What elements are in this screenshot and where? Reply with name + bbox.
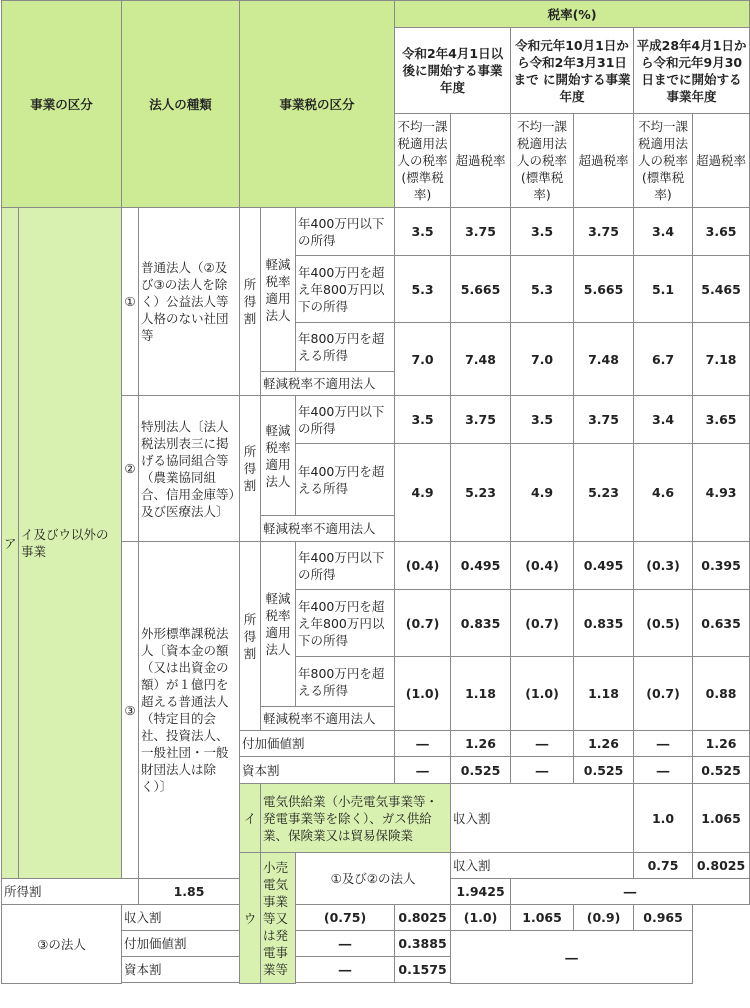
reduced-rate-not-applicable-label: 軽減税率不適用法人: [261, 516, 395, 542]
capital-levy-label: 資本割: [122, 957, 261, 983]
rate-cell: (0.5): [634, 590, 693, 657]
reduced-rate-applicable-label: 軽減税率適用法人: [261, 208, 296, 372]
header-standard-rate: 不均一課税適用法人の税率(標準税率): [395, 114, 451, 208]
rate-cell: 0.8025: [395, 905, 451, 931]
rate-cell: 0.8025: [693, 853, 750, 879]
rate-cell: ―: [634, 731, 693, 757]
rate-cell: 5.3: [395, 256, 451, 323]
income-bracket-label: 年400万円以下の所得: [296, 396, 395, 444]
header-standard-rate: 不均一課税適用法人の税率(標準税率): [634, 114, 693, 208]
rate-cell: 3.5: [395, 208, 451, 256]
category-mark-u: ウ: [240, 853, 261, 984]
rate-cell: ―: [634, 757, 693, 784]
rate-cell: 1.18: [574, 657, 634, 731]
capital-levy-label: 資本割: [240, 757, 395, 784]
rate-cell: 7.0: [395, 323, 451, 396]
rate-cell: (1.0): [451, 905, 511, 931]
header-corporation-type: 法人の種類: [122, 1, 240, 208]
corp-mark-1: ①: [122, 208, 139, 396]
rate-cell: 3.5: [395, 396, 451, 444]
rate-cell: 5.23: [574, 444, 634, 542]
reduced-rate-not-applicable-label: 軽減税率不適用法人: [261, 707, 395, 731]
rate-cell: 5.23: [451, 444, 511, 542]
rate-cell: 3.65: [693, 396, 750, 444]
rate-cell: 3.5: [511, 396, 574, 444]
category-mark-i: イ: [240, 784, 261, 853]
category-a-name: イ及びウ以外の事業: [19, 208, 122, 879]
rate-cell: (0.4): [395, 542, 451, 590]
rate-cell: 7.0: [511, 323, 574, 396]
income-bracket-label: 年800万円を超える所得: [296, 323, 395, 372]
income-levy-label: 所得割: [240, 542, 261, 731]
rate-cell: (0.7): [634, 657, 693, 731]
rate-cell: (0.7): [395, 590, 451, 657]
category-mark-a: ア: [2, 208, 19, 879]
rate-cell: 1.85: [139, 879, 240, 905]
rate-cell: (0.9): [574, 905, 634, 931]
rate-cell: 3.75: [451, 396, 511, 444]
rate-cell: 0.635: [693, 590, 750, 657]
rate-cell: 0.835: [451, 590, 511, 657]
category-i-name: 電気供給業（小売電気事業等・発電事業等を除く）、ガス供給業、保険業又は貿易保険業: [261, 784, 451, 853]
rate-cell: 3.75: [451, 208, 511, 256]
revenue-levy-label: 収入割: [122, 905, 261, 931]
income-levy-label: 所得割: [240, 208, 261, 396]
rate-cell: 7.18: [693, 323, 750, 396]
not-applicable-dash: ―: [511, 879, 750, 905]
income-bracket-label: 年400万円を超える所得: [296, 444, 395, 516]
rate-cell: 3.75: [574, 208, 634, 256]
rate-cell: 0.3885: [395, 931, 451, 957]
rate-cell: (0.75): [296, 905, 395, 931]
rate-cell: ―: [395, 731, 451, 757]
rate-cell: 4.93: [693, 444, 750, 542]
value-added-levy-label: 付加価値割: [122, 931, 261, 957]
rate-cell: (0.4): [511, 542, 574, 590]
rate-cell: ―: [296, 957, 395, 983]
revenue-levy-label: 収入割: [451, 784, 634, 853]
reduced-rate-applicable-label: 軽減税率適用法人: [261, 542, 296, 707]
tax-rate-table: [1, 0, 750, 984]
rate-cell: 5.665: [451, 256, 511, 323]
rate-cell: 1.26: [574, 731, 634, 757]
rate-cell: 1.065: [511, 905, 574, 931]
corp-2-name: 特別法人〔法人税法別表三に掲げる協同組合等（農業協同組合、信用金庫等）及び医療法人〕: [139, 396, 240, 542]
rate-cell: 7.48: [451, 323, 511, 396]
rate-cell: 0.835: [574, 590, 634, 657]
revenue-levy-label: 収入割: [451, 853, 634, 879]
not-applicable-dash: ―: [451, 931, 693, 984]
rate-cell: ―: [511, 757, 574, 784]
rate-cell: 0.525: [693, 757, 750, 784]
income-levy-label: 所得割: [2, 879, 139, 905]
corp-1-name: 普通法人（②及び③の法人を除く）公益法人等人格のない社団等: [139, 208, 240, 396]
header-excess-rate: 超過税率: [574, 114, 634, 208]
corp-mark-3: ③: [122, 542, 139, 879]
rate-cell: (1.0): [511, 657, 574, 731]
corp-3-name: 外形標準課税法人〔資本金の額（又は出資金の額）が１億円を超える普通法人（特定目的会社、投資法人、一般社団・一般財団法人は除く）〕: [139, 542, 240, 879]
rate-cell: (0.7): [511, 590, 574, 657]
income-bracket-label: 年400万円を超え年800万円以下の所得: [296, 256, 395, 323]
rate-cell: 1.18: [451, 657, 511, 731]
reduced-rate-applicable-label: 軽減税率適用法人: [261, 396, 296, 516]
rate-cell: 5.3: [511, 256, 574, 323]
rate-cell: 0.495: [574, 542, 634, 590]
header-tax-rate: 税率(%): [395, 1, 750, 28]
rate-cell: 0.525: [574, 757, 634, 784]
rate-cell: 1.065: [693, 784, 750, 853]
rate-cell: ―: [296, 931, 395, 957]
rate-cell: (1.0): [395, 657, 451, 731]
rate-cell: 0.75: [634, 853, 693, 879]
rate-cell: 3.75: [574, 396, 634, 444]
rate-cell: 0.525: [451, 757, 511, 784]
header-period-h28: 平成28年4月1日から令和元年9月30日までに開始する事業年度: [634, 28, 750, 114]
reduced-rate-not-applicable-label: 軽減税率不適用法人: [261, 372, 395, 396]
header-excess-rate: 超過税率: [693, 114, 750, 208]
header-period-r2: 令和2年4月1日以後に開始する事業年度: [395, 28, 511, 114]
income-bracket-label: 年800万円を超える所得: [296, 657, 395, 707]
income-levy-label: 所得割: [240, 396, 261, 542]
rate-cell: 6.7: [634, 323, 693, 396]
corp-1-2-label: ①及び②の法人: [296, 853, 451, 905]
rate-cell: 1.26: [451, 731, 511, 757]
rate-cell: 5.665: [574, 256, 634, 323]
income-bracket-label: 年400万円以下の所得: [296, 542, 395, 590]
rate-cell: 0.1575: [395, 957, 451, 983]
rate-cell: 0.965: [634, 905, 693, 931]
rate-cell: 1.0: [634, 784, 693, 853]
category-u-name: 小売電気事業等又は発電事業等: [261, 853, 296, 984]
rate-cell: 4.9: [395, 444, 451, 542]
header-excess-rate: 超過税率: [451, 114, 511, 208]
rate-cell: 0.88: [693, 657, 750, 731]
rate-cell: 5.1: [634, 256, 693, 323]
rate-cell: 0.395: [693, 542, 750, 590]
rate-cell: 4.9: [511, 444, 574, 542]
header-period-r1: 令和元年10月1日から令和2年3月31日まで に開始する事業年度: [511, 28, 634, 114]
rate-cell: ―: [511, 731, 574, 757]
rate-cell: (0.3): [634, 542, 693, 590]
rate-cell: 3.4: [634, 208, 693, 256]
rate-cell: 3.65: [693, 208, 750, 256]
corp-3-short-label: ③の法人: [2, 905, 122, 984]
value-added-levy-label: 付加価値割: [240, 731, 395, 757]
rate-cell: 5.465: [693, 256, 750, 323]
rate-cell: 1.26: [693, 731, 750, 757]
rate-cell: 7.48: [574, 323, 634, 396]
rate-cell: 1.9425: [451, 879, 511, 905]
rate-cell: ―: [395, 757, 451, 784]
header-tax-category: 事業税の区分: [240, 1, 395, 208]
rate-cell: 4.6: [634, 444, 693, 542]
income-bracket-label: 年400万円を超え年800万円以下の所得: [296, 590, 395, 657]
header-business-category: 事業の区分: [2, 1, 122, 208]
corp-mark-2: ②: [122, 396, 139, 542]
income-bracket-label: 年400万円以下の所得: [296, 208, 395, 256]
rate-cell: 0.495: [451, 542, 511, 590]
rate-cell: 3.4: [634, 396, 693, 444]
rate-cell: 3.5: [511, 208, 574, 256]
header-standard-rate: 不均一課税適用法人の税率(標準税率): [511, 114, 574, 208]
